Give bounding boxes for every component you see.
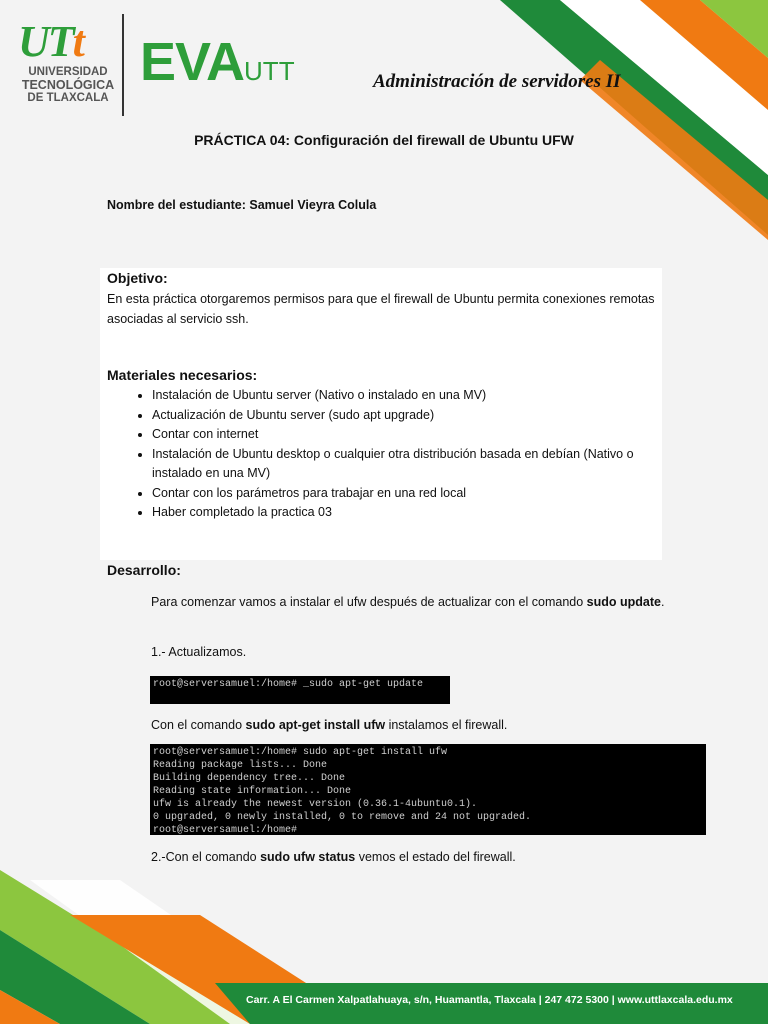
materials-heading: Materiales necesarios: xyxy=(107,367,258,383)
header-divider xyxy=(122,14,124,116)
step2-post: vemos el estado del firewall. xyxy=(355,850,516,864)
utt-logo xyxy=(18,17,118,105)
utt-text: UTT xyxy=(244,56,295,86)
step-2-instruction xyxy=(151,847,691,867)
terminal-install-screenshot xyxy=(150,744,706,835)
intro-end: . xyxy=(660,595,665,609)
terminal-line: root@serversamuel:/home# sudo apt-get install ufw xyxy=(153,747,448,758)
list-item: • Haber completado la practica 03 xyxy=(152,503,672,523)
install-instruction xyxy=(151,715,691,735)
list-item: • Contar con internet xyxy=(152,425,672,445)
practice-title: PRÁCTICA 04: Configuración del firewall de Ubuntu UFW xyxy=(194,132,574,148)
university-line-3: DE TLAXCALA xyxy=(27,92,109,104)
logo-t: t xyxy=(72,17,83,66)
objective-text: En esta práctica otorgaremos permisos para que el firewall de Ubuntu permita conexiones remotas asociadas al servicio ssh. xyxy=(107,292,655,326)
list-item: • Instalación de Ubuntu desktop o cualquier otra distribución basada en debían (Nativo o instalado en una MV) xyxy=(152,445,672,484)
install-pre: Con el comando xyxy=(151,718,246,732)
eva-utt-logo xyxy=(140,34,295,99)
list-item: • Instalación de Ubuntu server (Nativo o instalado en una MV) xyxy=(152,386,672,406)
development-heading: Desarrollo: xyxy=(107,562,181,578)
terminal-line: Building dependency tree... Done xyxy=(153,773,346,784)
install-post: instalamos el firewall. xyxy=(385,718,508,732)
list-item: • Contar con los parámetros para trabajar en una red local xyxy=(152,484,672,504)
terminal-line: Reading state information... Done xyxy=(153,786,352,797)
objective-heading: Objetivo: xyxy=(107,270,168,286)
course-title: Administración de servidores II xyxy=(373,71,621,92)
step2-command: sudo ufw status xyxy=(260,850,356,864)
terminal-line: root@serversamuel:/home# xyxy=(153,825,298,835)
eva-text: EVA xyxy=(140,32,245,92)
university-name xyxy=(18,66,118,105)
logo-ut: UT xyxy=(18,17,73,66)
materials-list xyxy=(107,386,672,523)
terminal-line: 0 upgraded, 0 newly installed, 0 to remove and 24 not upgraded. xyxy=(153,812,532,823)
footer-address: Carr. A El Carmen Xalpatlahuaya, s/n, Huamantla, Tlaxcala | 247 472 5300 | www.uttlaxcala.edu.mx xyxy=(246,994,733,1006)
terminal-line: ufw is already the newest version (0.36.1-4ubuntu0.1). xyxy=(153,799,478,810)
utt-logo-mark xyxy=(18,17,118,66)
university-line-2: TECNOLÓGICA xyxy=(21,78,115,92)
student-name: Nombre del estudiante: Samuel Vieyra Colula xyxy=(107,198,377,212)
terminal-update-screenshot: root@serversamuel:/home# _sudo apt-get update xyxy=(150,676,450,704)
terminal-line: Reading package lists... Done xyxy=(153,760,328,771)
step2-pre: 2.-Con el comando xyxy=(151,850,261,864)
development-intro xyxy=(151,592,671,612)
intro-command: sudo update xyxy=(586,595,661,609)
list-item: • Actualización de Ubuntu server (sudo apt upgrade) xyxy=(152,406,672,426)
university-line-1: UNIVERSIDAD xyxy=(28,66,108,78)
install-command: sudo apt-get install ufw xyxy=(245,718,386,732)
step-1-label: 1.- Actualizamos. xyxy=(151,645,247,659)
intro-text: Para comenzar vamos a instalar el ufw después de actualizar con el comando xyxy=(151,595,587,609)
